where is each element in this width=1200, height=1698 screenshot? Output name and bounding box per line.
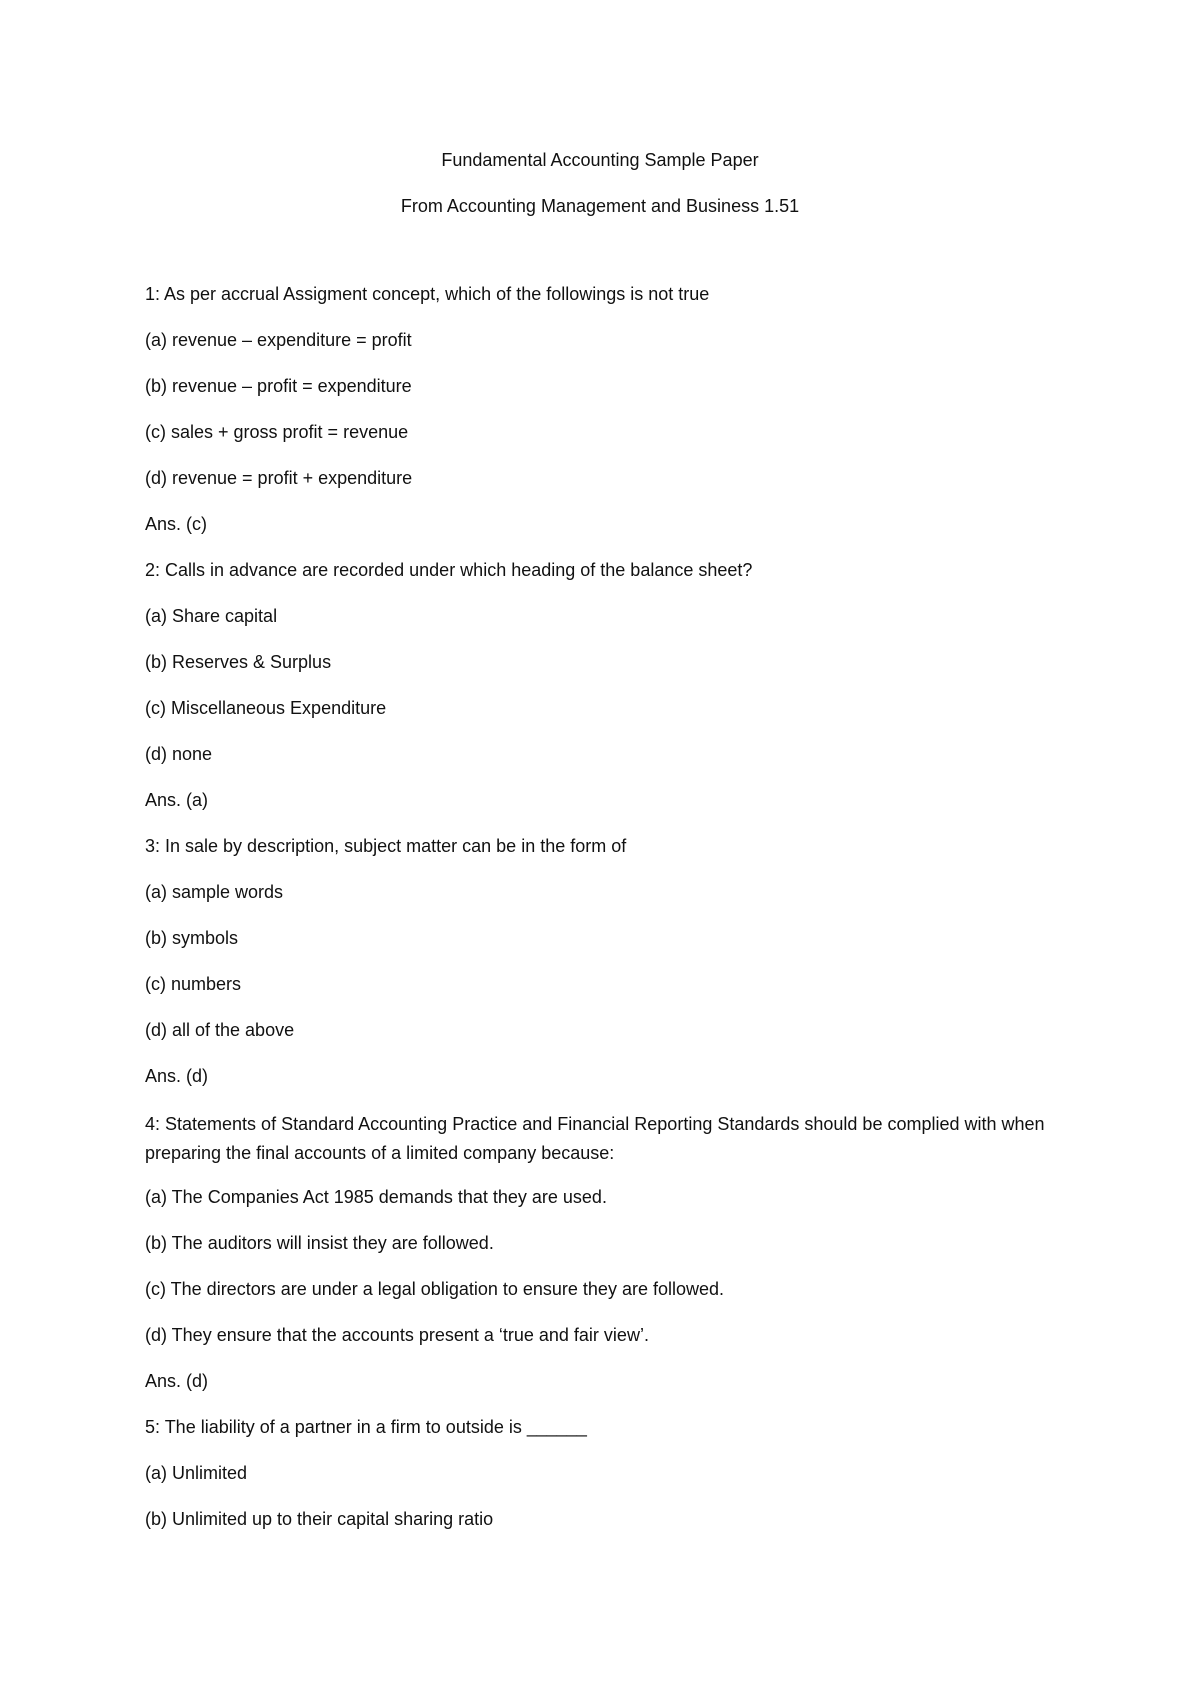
answer-text: Ans. (d) bbox=[145, 1371, 209, 1391]
option-a: (a) sample words bbox=[145, 882, 284, 902]
option-a: (a) revenue – expenditure = profit bbox=[145, 330, 412, 350]
question-text: 3: In sale by description, subject matter can be in the form of bbox=[145, 836, 627, 856]
option-a: (a) Share capital bbox=[145, 606, 278, 626]
answer-text: Ans. (c) bbox=[145, 514, 208, 534]
document-subtitle: From Accounting Management and Business 1.51 bbox=[400, 196, 800, 216]
question-text: 5: The liability of a partner in a firm to outside is ______ bbox=[145, 1417, 587, 1437]
option-a: (a) The Companies Act 1985 demands that they are used. bbox=[145, 1187, 607, 1207]
option-b: (b) The auditors will insist they are followed. bbox=[145, 1233, 494, 1253]
question-4 bbox=[145, 1110, 1065, 1393]
question-text: 4: Statements of Standard Accounting Practice and Financial Reporting Standards should be complied with when preparing the final accounts of a limited company because: bbox=[145, 1114, 1045, 1163]
question-2 bbox=[145, 558, 1065, 812]
document-title: Fundamental Accounting Sample Paper bbox=[441, 150, 759, 170]
answer-text: Ans. (a) bbox=[145, 790, 209, 810]
question-1 bbox=[145, 282, 1065, 536]
option-b: (b) revenue – profit = expenditure bbox=[145, 376, 412, 396]
option-c: (c) Miscellaneous Expenditure bbox=[145, 698, 387, 718]
question-text: 1: As per accrual Assigment concept, which of the followings is not true bbox=[145, 284, 710, 304]
option-b: (b) Unlimited up to their capital sharing ratio bbox=[145, 1509, 494, 1529]
option-d: (d) revenue = profit + expenditure bbox=[145, 468, 413, 488]
option-d: (d) They ensure that the accounts present a ‘true and fair view’. bbox=[145, 1325, 649, 1345]
option-c: (c) numbers bbox=[145, 974, 242, 994]
option-d: (d) all of the above bbox=[145, 1020, 295, 1040]
option-d: (d) none bbox=[145, 744, 213, 764]
answer-text: Ans. (d) bbox=[145, 1066, 209, 1086]
question-3 bbox=[145, 834, 1065, 1088]
question-5 bbox=[145, 1415, 1065, 1531]
option-b: (b) symbols bbox=[145, 928, 239, 948]
question-list bbox=[145, 282, 1065, 1553]
option-c: (c) The directors are under a legal obligation to ensure they are followed. bbox=[145, 1279, 724, 1299]
option-c: (c) sales + gross profit = revenue bbox=[145, 422, 409, 442]
option-a: (a) Unlimited bbox=[145, 1463, 248, 1483]
question-text: 2: Calls in advance are recorded under which heading of the balance sheet? bbox=[145, 560, 753, 580]
option-b: (b) Reserves & Surplus bbox=[145, 652, 332, 672]
